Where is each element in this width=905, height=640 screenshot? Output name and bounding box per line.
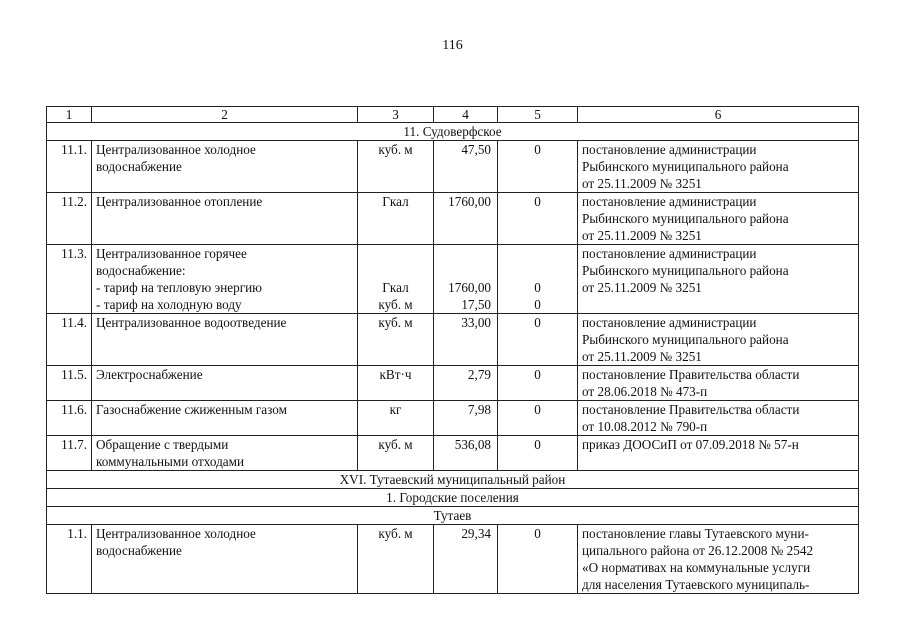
header-row	[47, 107, 859, 123]
document-reference-line: постановление Правительства области	[582, 367, 800, 382]
unit-cell-line: Гкал	[382, 194, 409, 209]
document-reference-line: от 25.11.2009 № 3251	[582, 349, 702, 364]
rate-value	[498, 245, 578, 314]
unit-cell	[358, 314, 434, 366]
row-number: 11.5.	[47, 366, 92, 401]
document-reference-line: Рыбинского муниципального района	[582, 332, 789, 347]
service-name-line: водоснабжение:	[96, 263, 186, 278]
table-row	[47, 436, 859, 471]
norm-value	[434, 314, 498, 366]
document-reference	[578, 366, 859, 401]
service-name-line: - тариф на тепловую энергию	[96, 280, 263, 295]
norm-value	[434, 141, 498, 193]
unit-cell-line: куб. м	[378, 142, 413, 157]
rate-value-line: 0	[534, 280, 541, 295]
norm-value-line: 29,34	[461, 526, 491, 541]
unit-cell-line: куб. м	[378, 437, 413, 452]
unit-cell	[358, 366, 434, 401]
document-reference-line: постановление администрации	[582, 315, 757, 330]
page-number: 116	[442, 38, 463, 53]
section-row	[47, 123, 859, 141]
unit-cell-line: кВт·ч	[379, 367, 412, 382]
unit-cell	[358, 193, 434, 245]
unit-cell	[358, 436, 434, 471]
document-reference-line: постановление администрации	[582, 194, 757, 209]
rate-value-line: 0	[534, 437, 541, 452]
norm-value-line	[438, 262, 491, 279]
document-reference-line: постановление администрации	[582, 142, 757, 157]
unit-cell	[358, 525, 434, 594]
service-name-line: Централизованное отопление	[96, 194, 263, 209]
service-name	[92, 366, 358, 401]
document-reference	[578, 141, 859, 193]
table-body	[47, 107, 859, 594]
table-row	[47, 141, 859, 193]
column-header: 2	[92, 107, 358, 123]
service-name-line: Централизованное водоотведение	[96, 315, 287, 330]
row-number: 11.6.	[47, 401, 92, 436]
norm-value-line: 17,50	[461, 297, 491, 312]
unit-cell-line	[362, 262, 429, 279]
row-number: 11.2.	[47, 193, 92, 245]
document-reference-line: от 25.11.2009 № 3251	[582, 176, 702, 191]
unit-cell-line: куб. м	[378, 297, 413, 312]
service-name	[92, 436, 358, 471]
unit-cell-line: Гкал	[382, 280, 409, 295]
norm-value-line: 2,79	[467, 367, 491, 382]
unit-cell-line	[362, 245, 429, 262]
rate-value	[498, 401, 578, 436]
service-name-line: водоснабжение	[96, 159, 182, 174]
row-number: 11.4.	[47, 314, 92, 366]
norm-value	[434, 245, 498, 314]
document-reference-line: Рыбинского муниципального района	[582, 159, 789, 174]
section-row	[47, 489, 859, 507]
norm-value-line: 1760,00	[448, 194, 491, 209]
rate-value-line	[502, 262, 573, 279]
row-number: 1.1.	[47, 525, 92, 594]
rate-value	[498, 193, 578, 245]
service-name-line: Централизованное горячее	[96, 246, 247, 261]
norm-value-line: 47,50	[461, 142, 491, 157]
document-reference-line: Рыбинского муниципального района	[582, 263, 789, 278]
document-reference	[578, 436, 859, 471]
section-row	[47, 507, 859, 525]
rate-value-line: 0	[534, 367, 541, 382]
unit-cell-line: кг	[389, 402, 402, 417]
norm-value	[434, 366, 498, 401]
rate-value-line: 0	[534, 297, 541, 312]
document-reference-line: ципального района от 26.12.2008 № 2542	[582, 543, 814, 558]
norm-value	[434, 193, 498, 245]
document-reference-line: приказ ДООСиП от 07.09.2018 № 57-н	[582, 437, 799, 452]
document-reference	[578, 525, 859, 594]
document-reference-line: от 25.11.2009 № 3251	[582, 228, 702, 243]
rate-value	[498, 141, 578, 193]
rate-value-line: 0	[534, 526, 541, 541]
column-header: 6	[578, 107, 859, 123]
norm-value-line: 1760,00	[448, 280, 491, 295]
document-reference-line: от 25.11.2009 № 3251	[582, 280, 702, 295]
service-name	[92, 525, 358, 594]
table-row	[47, 193, 859, 245]
column-header: 5	[498, 107, 578, 123]
unit-cell	[358, 141, 434, 193]
norm-value	[434, 525, 498, 594]
service-name-line: Электроснабжение	[96, 367, 203, 382]
row-number: 11.1.	[47, 141, 92, 193]
rate-value	[498, 436, 578, 471]
tariff-table	[46, 106, 859, 594]
document-reference-line: постановление Правительства области	[582, 402, 800, 417]
row-number: 11.3.	[47, 245, 92, 314]
service-name-line: Газоснабжение сжиженным газом	[96, 402, 287, 417]
service-name-line: Обращение с твердыми	[96, 437, 229, 452]
norm-value-line: 7,98	[467, 402, 491, 417]
rate-value-line: 0	[534, 142, 541, 157]
norm-value-line	[438, 245, 491, 262]
section-title: 11. Судоверфское	[47, 123, 859, 141]
column-header: 3	[358, 107, 434, 123]
service-name	[92, 141, 358, 193]
document-reference-line: от 10.08.2012 № 790-п	[582, 419, 708, 434]
table-row	[47, 525, 859, 594]
norm-value	[434, 436, 498, 471]
service-name-line: коммунальными отходами	[96, 454, 245, 469]
column-header: 1	[47, 107, 92, 123]
service-name-line: - тариф на холодную воду	[96, 297, 242, 312]
row-number: 11.7.	[47, 436, 92, 471]
table-row	[47, 401, 859, 436]
section-title: 1. Городские поселения	[47, 489, 859, 507]
document-reference	[578, 401, 859, 436]
rate-value-line: 0	[534, 194, 541, 209]
service-name	[92, 245, 358, 314]
service-name	[92, 314, 358, 366]
norm-value	[434, 401, 498, 436]
norm-value-line: 536,08	[454, 437, 491, 452]
rate-value-line: 0	[534, 315, 541, 330]
service-name	[92, 193, 358, 245]
section-row	[47, 471, 859, 489]
document-reference-line: «О нормативах на коммунальные услуги	[582, 560, 811, 575]
service-name-line: Централизованное холодное	[96, 142, 256, 157]
norm-value-line: 33,00	[461, 315, 491, 330]
document-reference	[578, 193, 859, 245]
table-row	[47, 314, 859, 366]
section-title: XVI. Тутаевский муниципальный район	[47, 471, 859, 489]
service-name-line: Централизованное холодное	[96, 526, 256, 541]
rate-value	[498, 366, 578, 401]
document-reference-line: от 28.06.2018 № 473-п	[582, 384, 708, 399]
service-name	[92, 401, 358, 436]
document-reference-line: постановление главы Тутаевского муни-	[582, 526, 809, 541]
table-row	[47, 366, 859, 401]
table-row	[47, 245, 859, 314]
rate-value	[498, 314, 578, 366]
unit-cell	[358, 401, 434, 436]
document-reference	[578, 314, 859, 366]
service-name-line: водоснабжение	[96, 543, 182, 558]
document-reference	[578, 245, 859, 314]
rate-value	[498, 525, 578, 594]
unit-cell-line: куб. м	[378, 315, 413, 330]
document-reference-line: постановление администрации	[582, 246, 757, 261]
rate-value-line: 0	[534, 402, 541, 417]
rate-value-line	[502, 245, 573, 262]
unit-cell-line: куб. м	[378, 526, 413, 541]
document-reference-line: для населения Тутаевского муниципаль-	[582, 577, 810, 592]
unit-cell	[358, 245, 434, 314]
column-header: 4	[434, 107, 498, 123]
document-reference-line: Рыбинского муниципального района	[582, 211, 789, 226]
section-title: Тутаев	[47, 507, 859, 525]
